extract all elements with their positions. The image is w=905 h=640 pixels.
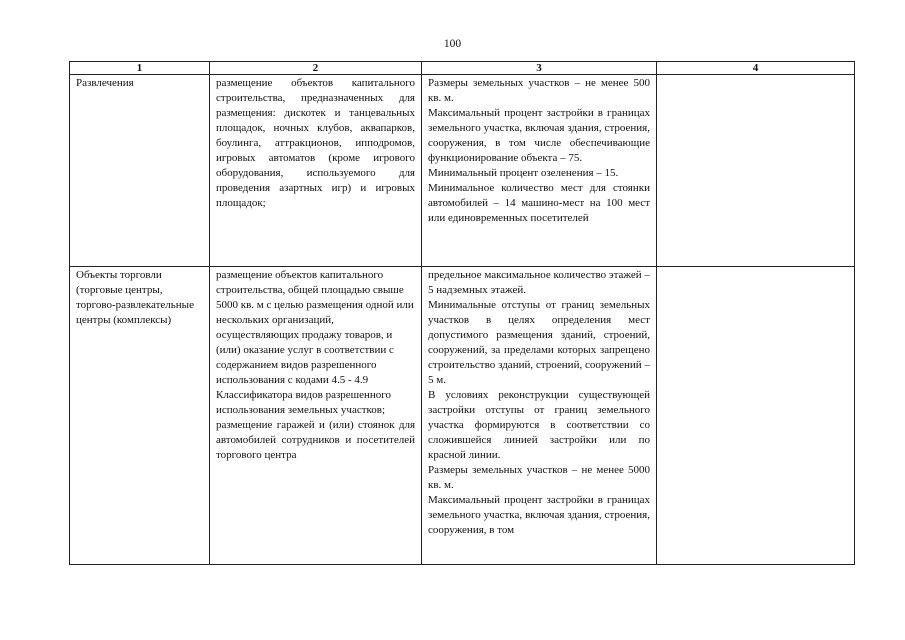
parameter-paragraph: Размеры земельных участков – не менее 500 кв. м. [428, 77, 650, 104]
use-type-name-cell [70, 267, 210, 565]
column-header-2: 2 [210, 62, 422, 75]
use-description-paragraph: размещение объектов капитального строительства, предназначенных для размещения: дискотек и танцевальных площадок, ночных клубов, аквапарков, боулинга, аттракционов, ипподромов, игровых автоматов (кроме игрового оборудования, используемого для проведения азартных игр) и игровых площадок; [216, 77, 415, 209]
parameter-paragraph: Размеры земельных участков – не менее 5000 кв. м. [428, 464, 650, 491]
parameters-cell [422, 75, 657, 267]
use-description-paragraph: размещение гаражей и (или) стоянок для автомобилей сотрудников и посетителей торгового центра [216, 419, 415, 461]
column-header-1: 1 [70, 62, 210, 75]
table-header-row [70, 62, 855, 75]
table-row [70, 267, 855, 565]
table-row [70, 75, 855, 267]
parameter-paragraph: В условиях реконструкции существующей застройки отступы от границ земельного участка формируются в соответствии со сложившейся линией застройки или по красной линии. [428, 389, 650, 461]
column-header-3: 3 [422, 62, 657, 75]
parameters-cell [422, 267, 657, 565]
parameter-paragraph: Минимальное количество мест для стоянки автомобилей – 14 машино-мест на 100 мест или единовременных посетителей [428, 182, 650, 224]
parameter-paragraph: Минимальные отступы от границ земельных участков в целях определения мест допустимого размещения зданий, строений, сооружений, за пределами которых запрещено строительство зданий, строений, сооружений – 5 м. [428, 299, 650, 386]
use-description-paragraph: размещение объектов капитального строительства, общей площадью свыше 5000 кв. м с целью размещения одной или нескольких организаций, осуществляющих продажу товаров, и (или) оказание услуг в соответствии с содержанием видов разрешенного использования с кодами 4.5 - 4.9 Классификатора видов разрешенного использования земельных участков; [216, 269, 414, 416]
column-header-4: 4 [657, 62, 855, 75]
use-type-name: Объекты торговли (торговые центры, торгово-развлекательные центры (комплексы) [76, 269, 194, 326]
use-description-cell [210, 75, 422, 267]
parameter-paragraph: предельное максимальное количество этажей – 5 надземных этажей. [428, 269, 650, 296]
notes-cell [657, 267, 855, 565]
use-type-name-cell [70, 75, 210, 267]
notes-cell [657, 75, 855, 267]
parameter-paragraph: Максимальный процент застройки в границах земельного участка, включая здания, строения, сооружения, в том [428, 494, 650, 536]
land-use-table [69, 61, 855, 565]
parameter-paragraph: Минимальный процент озеленения – 15. [428, 167, 619, 179]
use-description-cell [210, 267, 422, 565]
parameter-paragraph: Максимальный процент застройки в границах земельного участка, включая здания, строения, сооружения, в том числе обеспечивающие функционирование объекта – 75. [428, 107, 650, 164]
use-type-name: Развлечения [76, 77, 134, 89]
page-number: 100 [443, 38, 462, 50]
